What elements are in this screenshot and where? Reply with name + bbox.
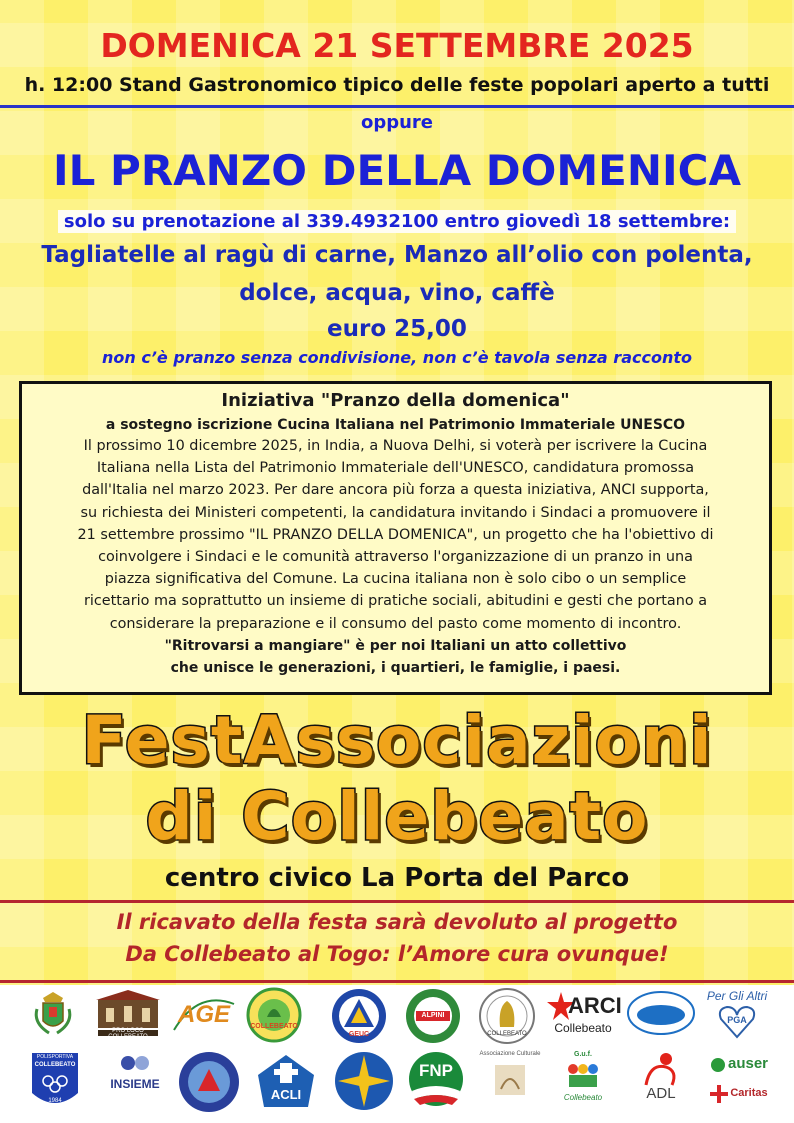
- associazione-culturale-icon: Associazione Culturale: [474, 1051, 546, 1111]
- pranzo-title: IL PRANZO DELLA DOMENICA: [53, 146, 741, 195]
- sponsor-logos: [0, 985, 794, 1123]
- info-body: [22, 435, 769, 635]
- compass-logo-icon: [334, 1051, 394, 1111]
- closing-line-1: "Ritrovarsi a mangiare" è per noi Italiani un atto collettivo: [164, 637, 627, 654]
- festival-title-line-2: di Collebeato: [145, 778, 649, 855]
- carabinieri-association-icon: [178, 1051, 240, 1113]
- divider-red-top: [0, 900, 794, 903]
- guf-logo-icon: G.u.f. Collebeato: [563, 1051, 603, 1102]
- info-line: Italiana nella Lista del Patrimonio Immateriale dell'UNESCO, candidatura promossa: [96, 460, 695, 477]
- amici-musica-icon: COLLEBEATO: [478, 987, 536, 1045]
- info-title: Iniziativa "Pranzo della domenica": [221, 390, 570, 411]
- festival-title-line-1: FestAssociazioni: [81, 702, 713, 779]
- alpini-logo-icon: ALPINI: [404, 987, 462, 1045]
- info-line: coinvolgere i Sindaci e le comunità attraverso l'organizzazione di un pranzo in una: [98, 549, 693, 566]
- info-line: piazza significativa del Comune. La cucina italiana non è solo cibo o un semplice: [104, 571, 687, 588]
- auser-caritas-icon: auser Caritas: [704, 1051, 778, 1111]
- info-line: ricettario ma soprattutto un insieme di pratiche sociali, abitudini e gesti che portano a: [83, 593, 708, 610]
- event-date: DOMENICA 21 SETTEMBRE 2025: [100, 26, 694, 65]
- price: euro 25,00: [327, 316, 467, 342]
- venue: centro civico La Porta del Parco: [164, 863, 630, 893]
- pro-loco-building-icon: PRO LOCO COLLEBEATO: [92, 987, 164, 1039]
- stand-info: h. 12:00 Stand Gastronomico tipico delle feste popolari aperto a tutti: [24, 74, 770, 96]
- donation-line-1: Il ricavato della festa sarà devoluto al progetto: [116, 910, 678, 934]
- menu-line-2: dolce, acqua, vino, caffè: [239, 280, 555, 306]
- motto: non c’è pranzo senza condivisione, non c’è tavola senza racconto: [102, 348, 692, 367]
- closing-line-2: che unisce le generazioni, i quartieri, le famiglie, i paesi.: [170, 659, 621, 676]
- protezione-civile-icon: GEUC: [330, 987, 388, 1045]
- info-box: [19, 381, 772, 695]
- menu-line-1: Tagliatelle al ragù di carne, Manzo all’olio con polenta,: [41, 242, 753, 268]
- oratorio-logo-icon: [626, 989, 696, 1037]
- info-line: dall'Italia nel marzo 2023. Per dare ancora più forza a questa iniziativa, ANCI supporta,: [82, 482, 709, 499]
- arci-logo-icon: ARCI Collebeato: [546, 987, 620, 1043]
- adl-logo-icon: ADL: [630, 1051, 692, 1111]
- acli-logo-icon: ACLI: [256, 1053, 316, 1109]
- booking-text: solo su prenotazione al 339.4932100 entro giovedì 18 settembre:: [58, 210, 736, 233]
- divider-blue: [0, 105, 794, 108]
- info-line: 21 settembre prossimo "IL PRANZO DELLA DOMENICA", un progetto che ha l'obiettivo di: [77, 526, 714, 543]
- age-logo-icon: AGE: [168, 989, 240, 1041]
- booking-banner: [0, 210, 794, 233]
- oppure-label: oppure: [360, 112, 434, 133]
- fnp-logo-icon: FNP: [408, 1051, 464, 1111]
- per-gli-altri-icon: Per Gli Altri PGA: [702, 987, 772, 1043]
- info-line: considerare la preparazione e il consumo del pasto come momento di incontro.: [109, 615, 682, 632]
- insieme-logo-icon: INSIEME: [100, 1053, 170, 1105]
- info-line: Il prossimo 10 dicembre 2025, in India, a Nuova Delhi, si voterà per iscrivere la Cucina: [83, 438, 708, 454]
- divider-red-bottom: [0, 980, 794, 983]
- municipal-crest-icon: [24, 989, 82, 1041]
- donation-line-2: Da Collebeato al Togo: l’Amore cura ovunque!: [125, 942, 669, 966]
- info-line: su richiesta dei Ministeri competenti, la candidatura invitando i Sindaci a promuovere il: [80, 504, 711, 521]
- gruppo-ecologico-icon: COLLEBEATO: [244, 987, 304, 1043]
- polisportiva-icon: POLISPORTIVA COLLEBEATO 1984: [30, 1051, 80, 1113]
- info-subtitle: a sostegno iscrizione Cucina Italiana nel Patrimonio Immateriale UNESCO: [105, 417, 686, 433]
